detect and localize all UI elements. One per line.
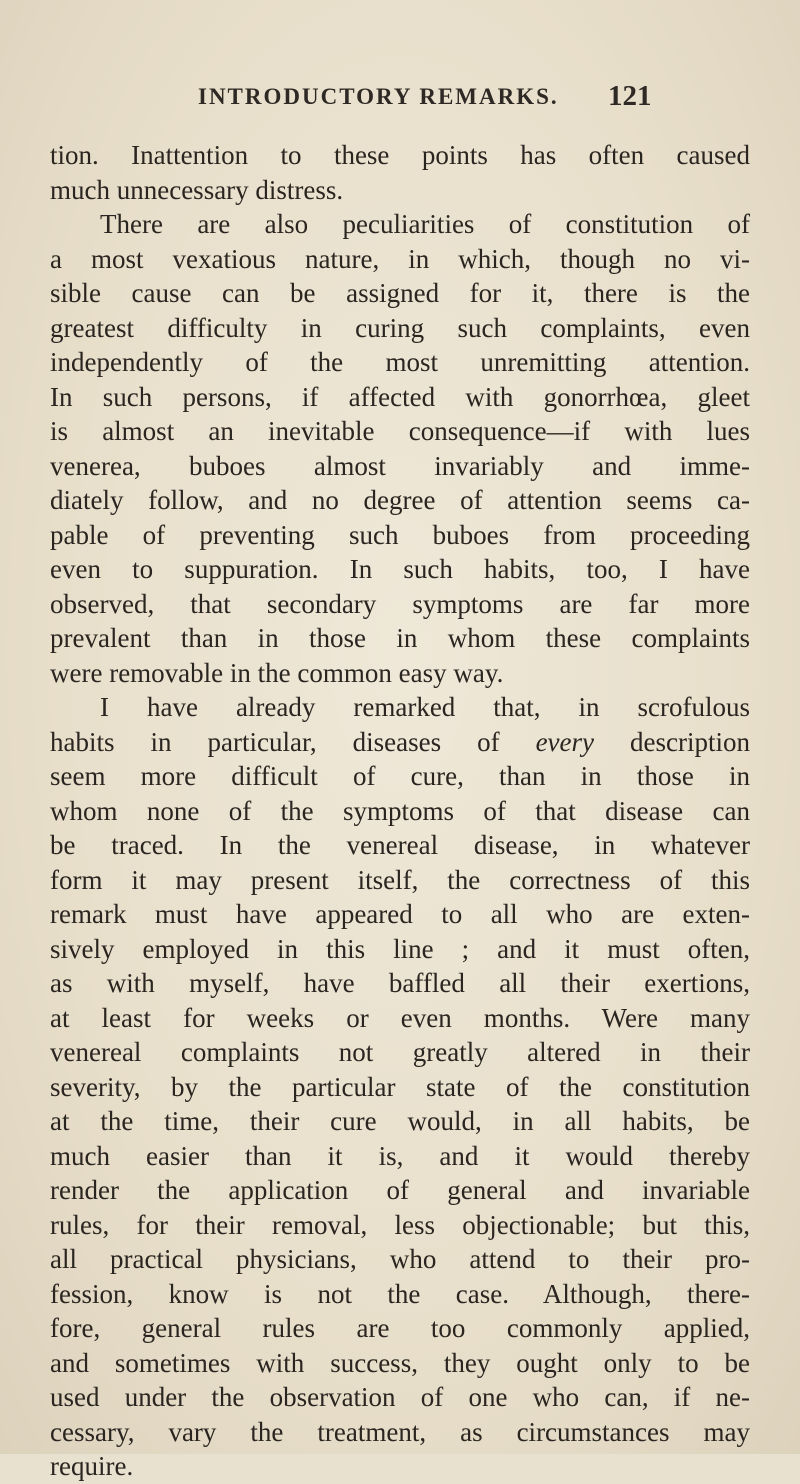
text-line: much easier than it is, and it would thereby (50, 1140, 750, 1171)
text-line: There are also peculiarities of constitution of (100, 209, 750, 239)
text-line: be traced. In the venereal disease, in whatever (50, 830, 750, 860)
text-line: sively employed in this line ; and it must often, (50, 933, 750, 964)
text-line: all practical physicians, who attend to their pro- (50, 1244, 750, 1274)
text-line: independently of the most unremitting attention. (50, 347, 750, 377)
text-line: much unnecessary distress. (50, 174, 344, 205)
text-line: greatest difficulty in curing such complaints, even (50, 312, 750, 343)
emphasis-every: every (535, 726, 595, 757)
text-line: even to suppuration. In such habits, too, I have (50, 554, 750, 584)
text-line: were removable in the common easy way. (50, 657, 504, 688)
text-line: whom none of the symptoms of that disease can (50, 795, 750, 826)
text-line: and sometimes with success, they ought only to be (50, 1347, 750, 1378)
text-line: severity, by the particular state of the constitution (50, 1071, 750, 1102)
text-line: diately follow, and no degree of attention seems ca- (50, 485, 750, 515)
running-head (0, 80, 800, 116)
text-line: used under the observation of one who can, if ne- (50, 1382, 750, 1412)
text-line: require. (50, 1451, 134, 1481)
text-line: render the application of general and invariable (50, 1175, 750, 1205)
body-text (50, 138, 750, 1484)
text-line: prevalent than in those in whom these complaints (50, 623, 750, 653)
text-line: seem more difficult of cure, than in those in (50, 761, 750, 791)
text-line-with-emphasis (50, 725, 750, 760)
text-line: venereal complaints not greatly altered in their (50, 1037, 750, 1067)
text-line: as with myself, have baffled all their exertions, (50, 968, 750, 998)
text-line: a most vexatious nature, in which, though no vi- (50, 243, 750, 274)
text-line: pable of preventing such buboes from proceeding (50, 519, 750, 550)
text-segment: habits in particular, diseases of (50, 726, 536, 757)
text-line: form it may present itself, the correctness of this (50, 864, 750, 895)
text-line: rules, for their removal, less objectionable; but this, (50, 1209, 750, 1240)
text-line: observed, that secondary symptoms are far more (50, 588, 750, 619)
text-line: at least for weeks or even months. Were many (50, 1002, 750, 1033)
page-number: 121 (608, 80, 652, 112)
text-line: fore, general rules are too commonly applied, (50, 1313, 750, 1343)
text-line: remark must have appeared to all who are exten- (50, 899, 750, 929)
text-line: I have already remarked that, in scrofulous (100, 692, 750, 722)
text-line: In such persons, if affected with gonorrhœa, gleet (50, 381, 750, 412)
text-line: cessary, vary the treatment, as circumstances may (50, 1416, 750, 1447)
text-line: sible cause can be assigned for it, there is the (50, 278, 750, 308)
text-segment: description (594, 726, 750, 757)
text-line: tion. Inattention to these points has often caused (50, 140, 750, 170)
text-line: fession, know is not the case. Although, there- (50, 1278, 750, 1309)
text-line: at the time, their cure would, in all habits, be (50, 1106, 750, 1136)
text-line: is almost an inevitable consequence—if with lues (50, 416, 750, 446)
running-title: INTRODUCTORY REMARKS. (198, 84, 559, 109)
text-line: venerea, buboes almost invariably and imme- (50, 450, 750, 481)
